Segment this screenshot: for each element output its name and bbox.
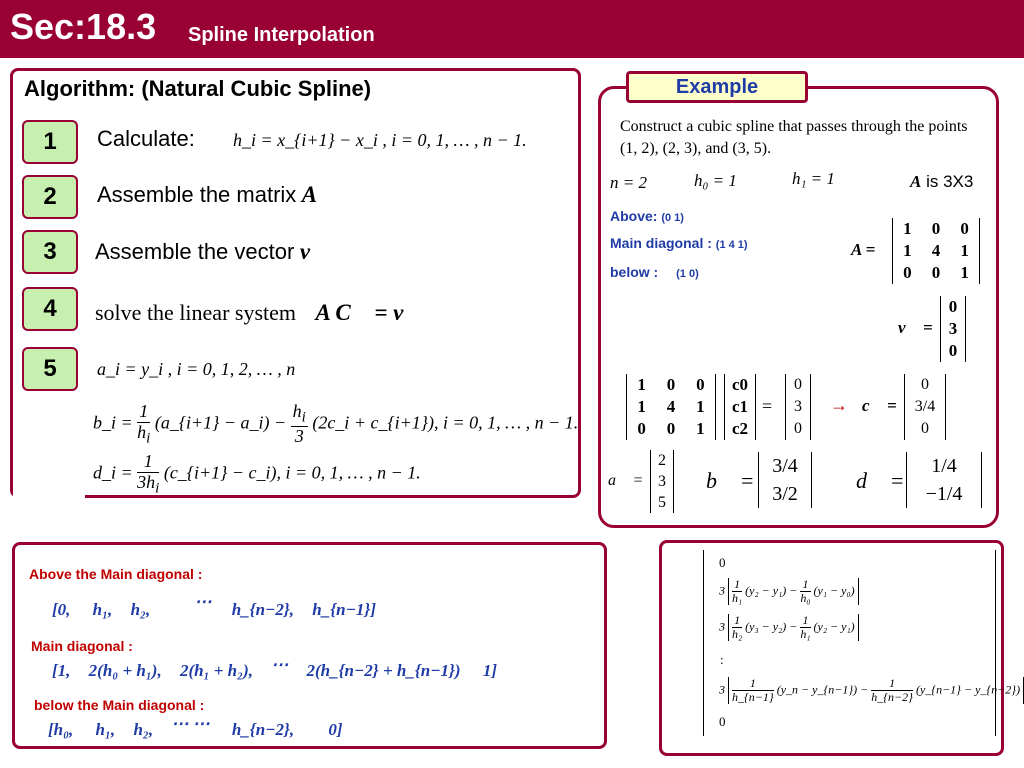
example-above: [610, 208, 684, 224]
vector-v-row-1-bracket: [728, 578, 859, 605]
matrix-a-cell: 1: [903, 241, 912, 260]
system-c-cell: c1: [731, 397, 749, 416]
vector-v-row-4-coef: 3: [719, 682, 725, 697]
main-diagonal-row: [52, 655, 498, 681]
vector-v-row-5: 0: [719, 714, 726, 729]
step-4-label: solve the linear system: [95, 300, 297, 325]
example-above-label: Above:: [610, 208, 658, 224]
vector-v: [940, 296, 966, 362]
vector-v-cell: 0: [948, 341, 958, 360]
vector-v-row-2-part1: (y₃ − y₂) −: [745, 619, 798, 634]
fraction-h-over-3: $\frac{h_i}{3}$: [292, 401, 306, 447]
matrix-a-cell: 1: [960, 263, 969, 282]
vector-v-row-4-part1: (y_n − y_{n−1}) −: [776, 682, 869, 697]
matrix-a-lhs: A =: [851, 240, 876, 259]
system-matrix-cell: 4: [666, 397, 676, 416]
algorithm-title: Algorithm: (Natural Cubic Spline): [24, 76, 372, 101]
step-number-5: 5: [22, 347, 78, 391]
above-diagonal-title: Above the Main diagonal :: [29, 566, 203, 582]
vector-v-row-1-part2: (y₁ − y₀): [813, 583, 855, 598]
above-diagonal-entry: h₂,: [130, 600, 151, 619]
section-title: Spline Interpolation: [188, 24, 375, 46]
system-matrix-cell: 1: [637, 375, 646, 394]
vector-v-row-2-part2: (y₂ − y₁): [813, 619, 855, 634]
step-3-line: [95, 239, 310, 265]
below-diagonal-entry: 0]: [328, 720, 343, 739]
system-rhs: [785, 374, 811, 440]
below-diagonal-entry: h₁,: [95, 720, 116, 739]
vector-v-row-1-coef: 3: [719, 583, 725, 598]
section-number: Sec:18.3: [10, 6, 157, 47]
vector-c-cell: 3/4: [914, 398, 936, 415]
step-3-label: Assemble the vector: [95, 239, 295, 264]
example-below-label: below :: [610, 264, 659, 280]
vector-v-row-2-coef: 3: [719, 619, 725, 634]
vector-d-cell: 1/4: [931, 455, 957, 477]
above-diagonal-entry: [0,: [52, 600, 71, 619]
main-diagonal-entry: ⋯: [271, 655, 289, 674]
matrix-a-cell: 0: [960, 219, 969, 238]
system-matrix-cell: 0: [666, 375, 676, 394]
system-rhs-cell: 3: [794, 398, 802, 415]
matrix-a-cell: 0: [931, 219, 941, 238]
vector-v-row-4-bracket: [728, 677, 1024, 704]
vector-v-row-0: 0: [719, 555, 726, 570]
above-diagonal-entry: h₁,: [92, 600, 113, 619]
formula-d-rest: (c_{i+1} − c_i), i = 0, 1, … , n − 1.: [163, 462, 421, 483]
formula-b: [93, 402, 578, 447]
below-diagonal-entry: [h₀,: [48, 720, 74, 739]
step-2-label: Assemble the matrix: [97, 182, 297, 207]
below-diagonal-row: [48, 714, 343, 740]
example-above-value: (0 1): [661, 212, 684, 224]
below-diagonal-entry: h_{n−2},: [231, 720, 295, 739]
vector-b-lhs: b⃗ =: [706, 468, 755, 493]
system-matrix-cell: 1: [696, 397, 705, 416]
matrix-a-cell: 1: [960, 241, 969, 260]
vector-b: [758, 452, 812, 508]
matrix-a-cell: 0: [903, 263, 912, 282]
vector-v-row-1-frac1: $\frac{1}{\text{h₁}}$: [732, 577, 743, 606]
step-number-2: 2: [22, 175, 78, 219]
system-matrix-cell: 0: [696, 375, 705, 394]
vector-b-cell: 3/2: [772, 483, 798, 505]
formula-d-lhs: d_i =: [93, 462, 133, 483]
main-diagonal-entry: [1,: [52, 661, 71, 680]
system-rhs-cell: 0: [794, 376, 802, 393]
vector-v-row-3: :: [720, 652, 724, 667]
example-main-value: (1 4 1): [715, 239, 748, 251]
vector-v-row-2-bracket: [728, 614, 859, 641]
system-matrix-cell: 1: [637, 397, 646, 416]
system-matrix-cell: 0: [637, 419, 646, 438]
step-1-label: Calculate:: [97, 126, 195, 151]
example-main: [610, 235, 748, 251]
system-rhs-cell: 0: [794, 420, 802, 437]
vector-c-lhs: c⃗ =: [862, 396, 897, 415]
vector-a-cell: 2: [658, 452, 666, 469]
vector-a-cell: 3: [658, 473, 666, 490]
above-diagonal-entry: h_{n−2},: [231, 600, 295, 619]
vector-a: [650, 450, 674, 513]
example-main-label: Main diagonal :: [610, 235, 712, 251]
example-tab: Example: [626, 71, 808, 103]
above-diagonal-entry: ⋯: [194, 592, 212, 611]
formula-b-lhs: b_i =: [93, 412, 133, 433]
above-diagonal-entry: h_{n−1}]: [312, 600, 376, 619]
vector-c-cell: 0: [921, 420, 929, 437]
system-matrix-cell: 0: [666, 419, 676, 438]
fraction-one-over-h: $\frac{1}{h_i}$: [137, 401, 151, 447]
system-matrix: [626, 374, 716, 440]
vector-v-row-4: [719, 677, 1024, 704]
formula-d: [93, 452, 421, 497]
arrow-icon: →: [830, 395, 848, 415]
example-below-value: (1 0): [676, 268, 699, 280]
vector-d-lhs: d⃗ =: [856, 468, 905, 493]
system-matrix-cell: 1: [696, 419, 705, 438]
fraction-one-over-3h: $\frac{1}{3h_i}$: [137, 451, 160, 497]
example-below: [610, 264, 699, 280]
example-a-size-text: is 3X3: [921, 172, 974, 191]
system-equals: =: [762, 396, 773, 416]
formula-b-part1: (a_{i+1} − a_i) −: [154, 412, 287, 433]
above-diagonal-row: [52, 592, 376, 620]
step-5-formula-a: a_i = y_i , i = 0, 1, 2, … , n: [97, 359, 296, 379]
vector-v-row-4-frac2: $\frac{1}{h\_\{n-2\}}$: [871, 676, 913, 705]
step-1-formula: h_i = x_{i+1} − x_i , i = 0, 1, … , n − 1.: [233, 130, 527, 150]
system-c-cell: c2: [731, 419, 749, 438]
vector-c-cell: 0: [921, 376, 929, 393]
step-number-3: 3: [22, 230, 78, 274]
matrix-a-cell: 0: [931, 263, 941, 282]
main-diagonal-entry: 1]: [482, 661, 498, 680]
vector-a-lhs: a⃗ =: [608, 472, 644, 489]
below-diagonal-title: below the Main diagonal :: [34, 697, 205, 713]
step-4-formula: A C⃗ = v⃗: [315, 300, 422, 325]
vector-v-row-4-frac1: $\frac{1}{h\_\{n-1\}}$: [732, 676, 774, 705]
vector-v-cell: 3: [948, 319, 958, 338]
algorithm-panel-mask: [13, 390, 85, 498]
step-2-line: [97, 182, 317, 208]
step-4-line: [95, 300, 421, 326]
vector-v-cell: 0: [948, 297, 958, 316]
system-c-vector: [724, 374, 756, 440]
example-n: n = 2: [610, 173, 647, 192]
vector-v-row-1: [719, 578, 859, 605]
main-diagonal-entry: 2(h₁ + h₂),: [179, 661, 253, 680]
vector-v-row-1-part1: (y₂ − y₁) −: [745, 583, 798, 598]
system-c-cell: c0: [731, 375, 749, 394]
main-diagonal-entry: 2(h₀ + h₁),: [88, 661, 162, 680]
below-diagonal-entry: h₂,: [133, 720, 154, 739]
example-a-size: [910, 172, 973, 192]
matrix-a: [892, 218, 980, 284]
example-problem: Construct a cubic spline that passes through the points (1, 2), (2, 3), and (3, 5).: [620, 118, 968, 157]
matrix-a-cell: 1: [903, 219, 912, 238]
formula-b-part2: (2c_i + c_{i+1}), i = 0, 1, … , n − 1.: [312, 412, 579, 433]
example-h1: h₁ = 1: [792, 169, 835, 188]
vector-d-cell: −1/4: [925, 483, 963, 505]
below-diagonal-entry: ⋯ ⋯: [171, 714, 210, 733]
main-diagonal-title: Main diagonal :: [31, 638, 133, 654]
step-number-1: 1: [22, 120, 78, 164]
vector-c: [904, 374, 946, 440]
example-a-size-symbol: A: [910, 172, 922, 191]
vector-v-row-4-part2: (y_{n−1} − y_{n−2}): [915, 682, 1021, 697]
vector-v-row-1-frac2: $\frac{1}{\text{h₀}}$: [800, 577, 811, 606]
vector-v-row-2: [719, 614, 859, 641]
step-number-4: 4: [22, 287, 78, 331]
vector-v-row-2-frac2: $\frac{1}{\text{h₁}}$: [800, 613, 811, 642]
vector-v-lhs: v⃗ =: [898, 318, 933, 337]
matrix-a-cell: 4: [931, 241, 941, 260]
step-3-symbol: v: [299, 239, 311, 264]
example-h0: h₀ = 1: [694, 171, 737, 190]
vector-a-cell: 5: [658, 494, 666, 511]
vector-v-row-2-frac1: $\frac{1}{\text{h₂}}$: [732, 613, 743, 642]
step-2-symbol: A: [301, 182, 318, 207]
main-diagonal-entry: 2(h_{n−2} + h_{n−1}): [306, 661, 461, 680]
vector-b-cell: 3/4: [772, 455, 798, 477]
vector-d: [906, 452, 982, 508]
